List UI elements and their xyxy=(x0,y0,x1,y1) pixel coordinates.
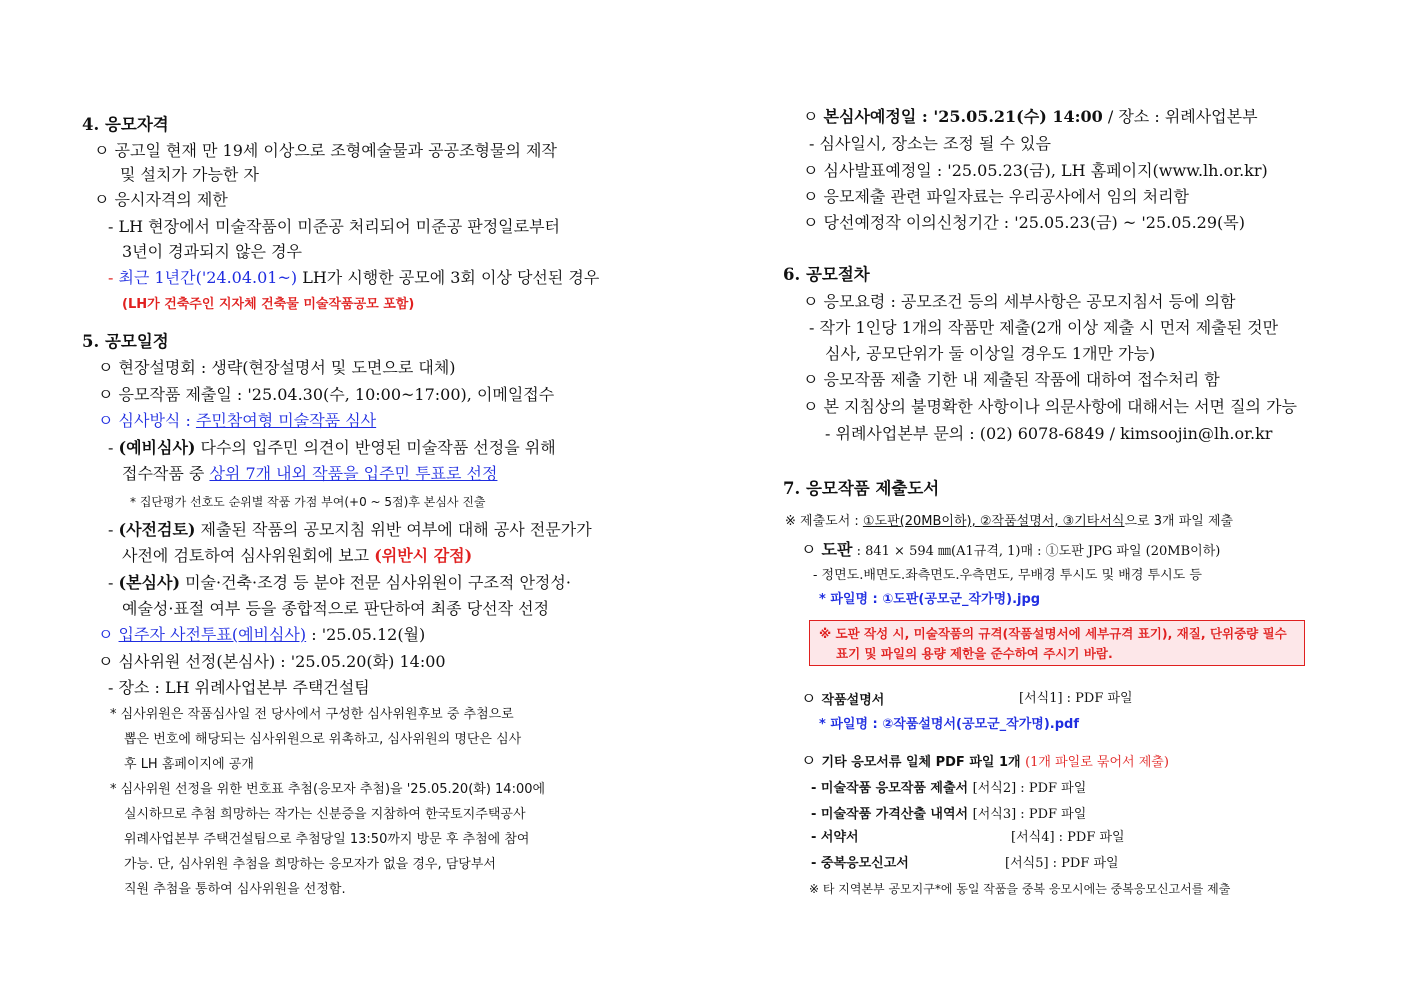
right-text-span: ①도판(20MB이하), ②작품설명서, ③기타서식 xyxy=(862,514,1125,529)
left-text-line: 예술성·표절 여부 등을 종합적으로 판단하여 최종 당선작 선정 xyxy=(122,599,550,618)
right-text-line xyxy=(811,803,1086,825)
notice-line-2: 표기 및 파일의 용량 제한을 준수하여 주시기 바람. xyxy=(836,646,1113,661)
left-text-line: ㅇ 심사위원 선정(본심사) : '25.05.20(화) 14:00 xyxy=(98,652,446,671)
right-text-line: ㅇ 당선예정작 이의신청기간 : '25.05.23(금) ~ '25.05.29(목) xyxy=(803,213,1245,232)
left-text-span: 사전에 검토하여 심사위원회에 보고 xyxy=(122,546,375,565)
notice-box xyxy=(809,620,1305,666)
right-text-span: 으로 3개 파일 제출 xyxy=(1124,514,1234,529)
right-text-span: [서식3] : PDF 파일 xyxy=(972,807,1087,822)
left-text-line: ㅇ 공고일 현재 만 19세 이상으로 조형예술물과 공공조형물의 제작 xyxy=(94,141,557,160)
right-text-line: [서식4] : PDF 파일 xyxy=(1011,830,1125,845)
right-text-span: (1개 파일로 묶어서 제출) xyxy=(1025,755,1169,770)
right-text-line: 6. 공모절차 xyxy=(783,265,870,284)
left-text-line: - 장소 : LH 위례사업본부 주택건설팀 xyxy=(108,678,370,697)
right-text-line xyxy=(785,512,1233,532)
left-text-span: ㅇ xyxy=(98,625,119,644)
left-text-line: 5. 공모일정 xyxy=(82,332,169,351)
left-text-span: (사전검토) xyxy=(118,520,196,539)
left-text-line: ㅇ 현장설명회 : 생략(현장설명서 및 도면으로 대체) xyxy=(98,358,456,377)
right-text-line: 심사, 공모단위가 둘 이상일 경우도 1개만 가능) xyxy=(825,344,1156,363)
left-text-line: 직원 추첨을 통하여 심사위원을 선정함. xyxy=(124,882,346,897)
left-text-line: 3년이 경과되지 않은 경우 xyxy=(122,242,302,261)
right-text-span: 도판 xyxy=(821,540,853,559)
right-text-line: - 위례사업본부 문의 : (02) 6078-6849 / kimsoojin@lh.or.kr xyxy=(825,424,1273,443)
right-text-line: ㅇ 응모작품 제출 기한 내 제출된 작품에 대하여 접수처리 함 xyxy=(803,370,1220,389)
right-text-line: - 중복응모신고서 xyxy=(811,856,909,871)
left-text-span: 상위 7개 내외 작품을 입주민 투표로 선정 xyxy=(209,464,498,483)
right-text-line: - 심사일시, 장소는 조정 될 수 있음 xyxy=(809,134,1051,153)
right-text-line: ※ 타 지역본부 공모지구*에 동일 작품을 중복 응모시에는 중복응모신고서를 제출 xyxy=(809,882,1231,896)
left-text-line: - LH 현장에서 미술작품이 미준공 처리되어 미준공 판정일로부터 xyxy=(108,217,560,236)
left-text-line xyxy=(108,438,556,458)
left-text-span: 접수작품 중 xyxy=(122,464,210,483)
right-text-span: ㅇ xyxy=(801,540,822,559)
right-text-line: [서식1] : PDF 파일 xyxy=(1019,691,1133,706)
left-text-line: 및 설치가 가능한 자 xyxy=(120,165,259,184)
left-text-span: 미술·건축·조경 등 분야 전문 심사위원이 구조적 안정성· xyxy=(180,573,571,592)
left-text-span: (예비심사) xyxy=(118,438,196,457)
right-text-span: [서식2] : PDF 파일 xyxy=(972,781,1087,796)
right-text-line: 7. 응모작품 제출도서 xyxy=(783,479,940,498)
right-text-line xyxy=(811,777,1086,799)
left-text-span: - xyxy=(108,520,119,539)
left-text-line xyxy=(98,411,376,431)
left-text-span: : '25.05.12(월) xyxy=(306,625,426,644)
right-text-line: [서식5] : PDF 파일 xyxy=(1005,856,1119,871)
left-text-line: 뽑은 번호에 해당되는 심사위원으로 위촉하고, 심사위원의 명단은 심사 xyxy=(124,732,522,747)
right-text-line: ㅇ 응모제출 관련 파일자료는 우리공사에서 임의 처리함 xyxy=(803,187,1190,206)
left-text-span: (위반시 감점) xyxy=(374,546,473,565)
right-text-span: ㅇ xyxy=(801,689,822,708)
left-text-line: * 집단평가 선호도 순위별 작품 가점 부여(+0 ~ 5점)후 본심사 진출 xyxy=(130,495,486,509)
left-text-span: - xyxy=(108,268,119,287)
right-text-span: 기타 응모서류 일체 PDF 파일 1개 xyxy=(821,755,1026,770)
left-text-line: 가능. 단, 심사위원 추첨을 희망하는 응모자가 없을 경우, 담당부서 xyxy=(124,857,496,872)
left-text-line: 4. 응모자격 xyxy=(82,115,169,134)
left-text-line xyxy=(108,573,571,593)
left-text-span: (본심사) xyxy=(118,573,181,592)
left-text-span: LH가 시행한 공모에 3회 이상 당선된 경우 xyxy=(297,268,600,287)
right-text-line xyxy=(801,540,1220,562)
right-text-span: : 841 × 594 ㎜(A1규격, 1)매 : ①도판 JPG 파일 (20MB이하) xyxy=(852,544,1221,559)
right-text-span: ※ 제출도서 : xyxy=(785,514,863,529)
right-text-line: ㅇ 본 지침상의 불명확한 사항이나 의문사항에 대해서는 서면 질의 가능 xyxy=(803,397,1297,416)
left-text-line xyxy=(122,546,472,566)
right-text-line xyxy=(803,107,1258,127)
left-text-line: ㅇ 응시자격의 제한 xyxy=(94,190,228,209)
left-text-line xyxy=(108,520,592,540)
right-text-line: - 정면도.배면도.좌측면도.우측면도, 무배경 투시도 및 배경 투시도 등 xyxy=(813,568,1202,583)
notice-line-1: ※ 도판 작성 시, 미술작품의 규격(작품설명서에 세부규격 표기), 재질, 단위중량 필수 xyxy=(819,626,1287,641)
right-text-span: / 장소 : 위례사업본부 xyxy=(1102,107,1258,126)
left-text-line xyxy=(122,464,497,484)
right-text-line xyxy=(801,751,1169,773)
left-text-line xyxy=(98,625,425,645)
left-text-span: ㅇ 심사방식 : xyxy=(98,411,196,430)
left-text-span: 주민참여형 미술작품 심사 xyxy=(195,411,377,430)
left-text-span: - xyxy=(108,573,119,592)
right-text-line: * 파일명 : ①도판(공모군_작가명).jpg xyxy=(819,592,1041,607)
right-text-span: 본심사예정일 : '25.05.21(수) 14:00 xyxy=(823,107,1103,126)
right-text-line: ㅇ 심사발표예정일 : '25.05.23(금), LH 홈페이지(www.lh.or.kr) xyxy=(803,161,1268,180)
right-text-line: - 서약서 xyxy=(811,830,859,845)
left-text-line: 후 LH 홈페이지에 공개 xyxy=(124,757,254,772)
right-text-line xyxy=(801,689,884,711)
right-text-line: ㅇ 응모요령 : 공모조건 등의 세부사항은 공모지침서 등에 의함 xyxy=(803,292,1236,311)
left-text-line: 실시하므로 추첨 희망하는 작가는 신분증을 지참하여 한국토지주택공사 xyxy=(124,807,526,822)
left-text-line: 위례사업본부 주택건설팀으로 추첨당일 13:50까지 방문 후 추첨에 참여 xyxy=(124,832,530,847)
right-text-line: - 작가 1인당 1개의 작품만 제출(2개 이상 제출 시 먼저 제출된 것만 xyxy=(809,318,1279,337)
left-text-line: ㅇ 응모작품 제출일 : '25.04.30(수, 10:00~17:00), 이메일접수 xyxy=(98,385,555,404)
right-text-span: - 미술작품 가격산출 내역서 xyxy=(811,807,973,822)
left-text-line: * 심사위원 선정을 위한 번호표 추첨(응모자 추첨)을 '25.05.20(화) 14:00에 xyxy=(110,782,546,797)
right-text-span: ㅇ xyxy=(801,751,822,770)
left-text-line: (LH가 건축주인 지자체 건축물 미술작품공모 포함) xyxy=(122,297,415,312)
left-text-span: 다수의 입주민 의견이 반영된 미술작품 선정을 위해 xyxy=(195,438,556,457)
left-text-span: - xyxy=(108,438,119,457)
left-text-line xyxy=(108,268,599,288)
left-text-span: 최근 1년간('24.04.01~) xyxy=(118,268,298,287)
right-text-span: ㅇ xyxy=(803,107,824,126)
left-text-line: * 심사위원은 작품심사일 전 당사에서 구성한 심사위원후보 중 추첨으로 xyxy=(110,707,514,722)
right-text-line: * 파일명 : ②작품설명서(공모군_작가명).pdf xyxy=(819,717,1079,732)
right-text-span: 작품설명서 xyxy=(821,693,885,708)
right-text-span: - 미술작품 응모작품 제출서 xyxy=(811,781,973,796)
left-text-span: 제출된 작품의 공모지침 위반 여부에 대해 공사 전문가가 xyxy=(195,520,592,539)
left-text-span: 입주자 사전투표(예비심사) xyxy=(118,625,307,644)
